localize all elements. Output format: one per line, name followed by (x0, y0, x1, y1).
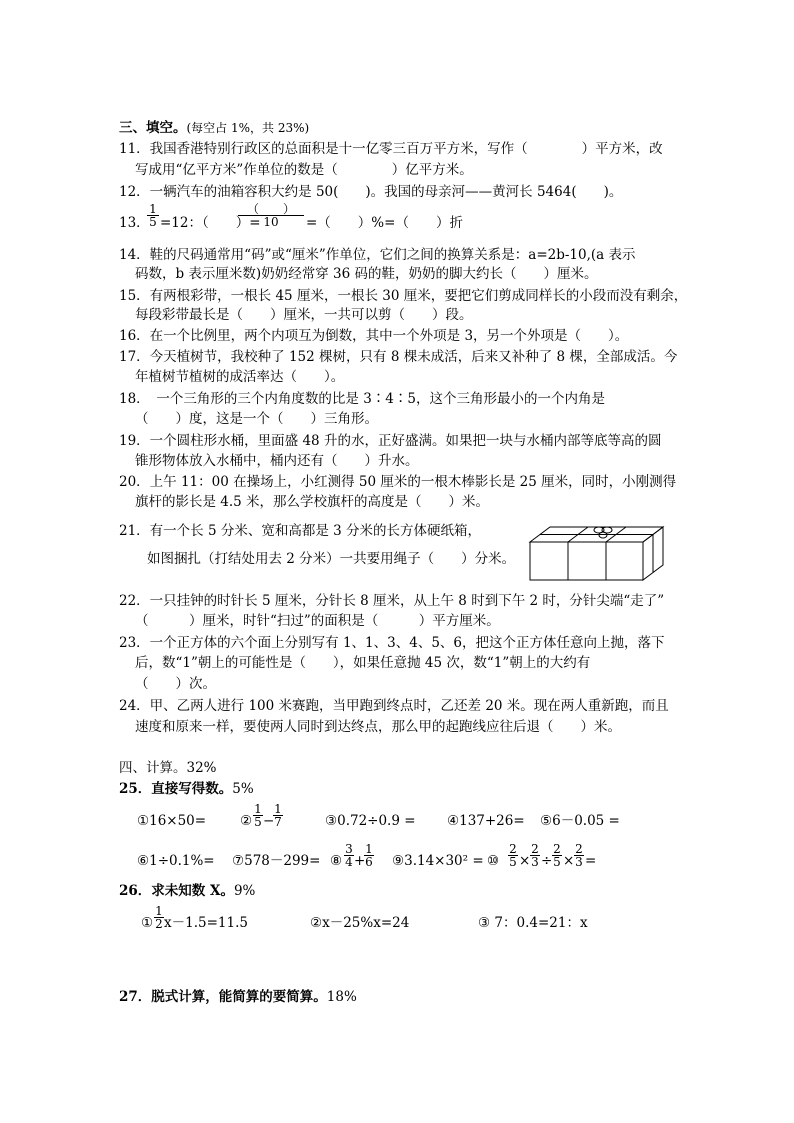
q16-line1: 16．在一个比例里，两个内项互为倒数，其中一个外项是 3，另一个外项是（ ）。 (119, 328, 629, 344)
frac-num: 3 (345, 842, 353, 856)
section-3-note: (每空占 1%，共 23%) (186, 121, 310, 135)
q23-line1: 23．一个正方体的六个面上分别写有 1、1、3、4、5、6，把这个正方体任意向上抛，落下 (119, 635, 665, 651)
q13-prefix: 13． (119, 215, 150, 231)
q13-frac1-num: 1 (147, 203, 159, 216)
frac-den: 3 (531, 855, 539, 869)
q27-heading (119, 988, 357, 1006)
q25-r2-item10: ⑩ (487, 853, 500, 869)
frac-den: 5 (509, 855, 517, 869)
q25-r1-frac-b (273, 803, 283, 828)
q25-r2-item8: ⑧ (330, 853, 343, 869)
q25-pct: 5% (232, 781, 254, 797)
q14-line2: 码数，b 表示厘米数)奶奶经常穿 36 码的鞋，奶奶的脚大约长（ ）厘米。 (135, 266, 598, 282)
section-4-title: 四、计算。32% (119, 760, 217, 776)
frac-den: 2 (155, 917, 163, 931)
q25-r2-frac-8a (344, 843, 354, 868)
equals-sign: = (585, 853, 597, 869)
q22-line2: （ ）厘米，时针“扫过”的面积是（ ）平方厘米。 (135, 613, 500, 629)
q13-frac2-num: （ ） (238, 203, 304, 216)
section-3-heading (119, 119, 309, 137)
q22-line1: 22．一只挂钟的时针长 5 厘米，分针长 8 厘米，从上午 8 时到下午 2 时，分针尖端“走了” (119, 593, 665, 609)
frac-den: 6 (365, 855, 373, 869)
frac-num: 2 (575, 842, 583, 856)
q19-line1: 19．一个圆柱形水桶，里面盛 48 升的水，正好盛满。如果把一块与水桶内部等底等高的圆 (119, 433, 662, 449)
q21-line2: 如图捆扎（打结处用去 2 分米）一共要用绳子（ ）分米。 (147, 551, 516, 567)
q25-r2-frac-10c (552, 843, 562, 868)
frac-num: 2 (553, 842, 561, 856)
q25-r1-minus: − (263, 813, 275, 829)
q18-line1: 18． 一个三角形的三个内角度数的比是 3∶4∶5，这个三角形最小的一个内角是 (119, 391, 605, 407)
q27-title: 27．脱式计算，能简算的要简算。 (119, 989, 327, 1005)
q26-eq1-rest: x－1.5=11.5 (164, 915, 248, 931)
q13-fraction-2 (238, 203, 304, 228)
q25-r1-item1: ①16×50= (137, 813, 207, 829)
times-sign: × (563, 853, 575, 869)
q18-line2: （ ）度，这是一个（ ）三角形。 (135, 411, 378, 427)
q19-line2: 锥形物体放入水桶中，桶内还有（ ）升水。 (135, 453, 419, 469)
q14-line1: 14．鞋的尺码通常用“码”或“厘米”作单位，它们之间的换算关系是：a=2b-10,(a 表示 (119, 247, 636, 263)
frac-den: 5 (553, 855, 561, 869)
q13-fraction-1 (147, 203, 159, 228)
q25-r2-frac-10b (530, 843, 540, 868)
q23-line3: （ ）次。 (135, 676, 216, 692)
q17-line1: 17．今天植树节，我校种了 152 棵树，只有 8 棵未成活，后来又补种了 8 棵，全部成活。今 (119, 349, 678, 365)
frac-den: 4 (345, 855, 353, 869)
q25-r1-item5: ⑤6－0.05 = (540, 813, 620, 829)
q26-eq2: ②x－25%x=24 (310, 915, 410, 931)
q11-line2: 写成用“亿平方米”作单位的数是（ ）亿平方米。 (135, 162, 473, 178)
q15-line1: 15．有两根彩带，一根长 45 厘米，一根长 30 厘米，要把它们剪成同样长的小段而没有剩余， (119, 288, 688, 304)
q12-line1: 12．一辆汽车的油箱容积大约是 50( )。我国的母亲河——黄河长 5464( )。 (119, 184, 623, 200)
frac-num: 2 (531, 842, 539, 856)
q25-r1-item3: ③0.72÷0.9 = (325, 813, 416, 829)
q26-eq1-fraction (154, 905, 164, 930)
q15-line2: 每段彩带最长是（ ）厘米，一共可以剪（ ）段。 (135, 307, 473, 323)
section-3-title: 三、填空。 (119, 120, 187, 136)
q25-r2-plus: + (354, 853, 366, 869)
q26-pct: 9% (233, 883, 256, 899)
q25-r2-item7: ⑦578－299= (232, 853, 321, 869)
q27-pct: 18% (326, 989, 357, 1005)
q25-r1-item4: ④137+26= (447, 813, 525, 829)
frac-num: 1 (274, 802, 282, 816)
frac-den: 3 (575, 855, 583, 869)
q25-r2-frac-8b (364, 843, 374, 868)
frac-num: 1 (254, 802, 262, 816)
frac-den: 7 (274, 815, 282, 829)
q26-heading (119, 882, 255, 900)
frac-den: 5 (254, 815, 262, 829)
frac-num: 2 (509, 842, 517, 856)
q23-line2: 后，数“1”朝上的可能性是（ ），如果任意抛 45 次，数“1”朝上的大约有 (135, 655, 591, 671)
q25-r1-item2: ② (240, 813, 253, 829)
q26-eq3: ③ 7：0.4=21：x (478, 915, 588, 931)
q13-frac2-den: 10 (263, 215, 279, 229)
frac-num: 1 (365, 842, 373, 856)
q13-rest: =（ ）%=（ ）折 (306, 215, 463, 231)
q11-line1: 11．我国香港特别行政区的总面积是十一亿零三百万平方米，写作（ ）平方米，改 (119, 141, 663, 157)
q25-heading (119, 780, 254, 798)
q17-line2: 年植树节植树的成活率达（ ）。 (135, 369, 345, 385)
q13-frac1-den: 5 (149, 215, 157, 229)
q25-r2-frac-10d (574, 843, 584, 868)
times-sign: × (519, 853, 531, 869)
q20-line1: 20．上午 11：00 在操场上，小红测得 50 厘米的一根木棒影长是 25 厘米，同时，小刚测得 (119, 474, 677, 490)
divide-sign: ÷ (541, 853, 553, 869)
q24-line2: 速度和原来一样，要使两人同时到达终点，那么甲的起跑线应往后退（ ）米。 (135, 719, 621, 735)
q13-mid: =12：（ ）= (160, 215, 261, 231)
q25-r2-frac-10a (508, 843, 518, 868)
box-front-face (530, 542, 643, 580)
frac-num: 1 (155, 904, 163, 918)
q25-r2-item6: ⑥1÷0.1%= (137, 853, 215, 869)
q25-r2-item9: ⑨3.14×30² = (392, 853, 484, 869)
q24-line1: 24．甲、乙两人进行 100 米赛跑，当甲跑到终点时，乙还差 20 米。现在两人重新跑，而且 (119, 698, 669, 714)
tied-box-figure (528, 522, 678, 582)
q26-eq1-prefix: ① (141, 915, 154, 931)
q25-r1-frac-a (253, 803, 263, 828)
q21-line1: 21．有一个长 5 分米、宽和高都是 3 分米的长方体硬纸箱， (119, 523, 482, 539)
q26-title: 26．求未知数 X。 (119, 883, 234, 899)
q20-line2: 旗杆的影长是 4.5 米，那么学校旗杆的高度是（ ）米。 (135, 494, 490, 510)
q25-title: 25．直接写得数。 (119, 781, 233, 797)
